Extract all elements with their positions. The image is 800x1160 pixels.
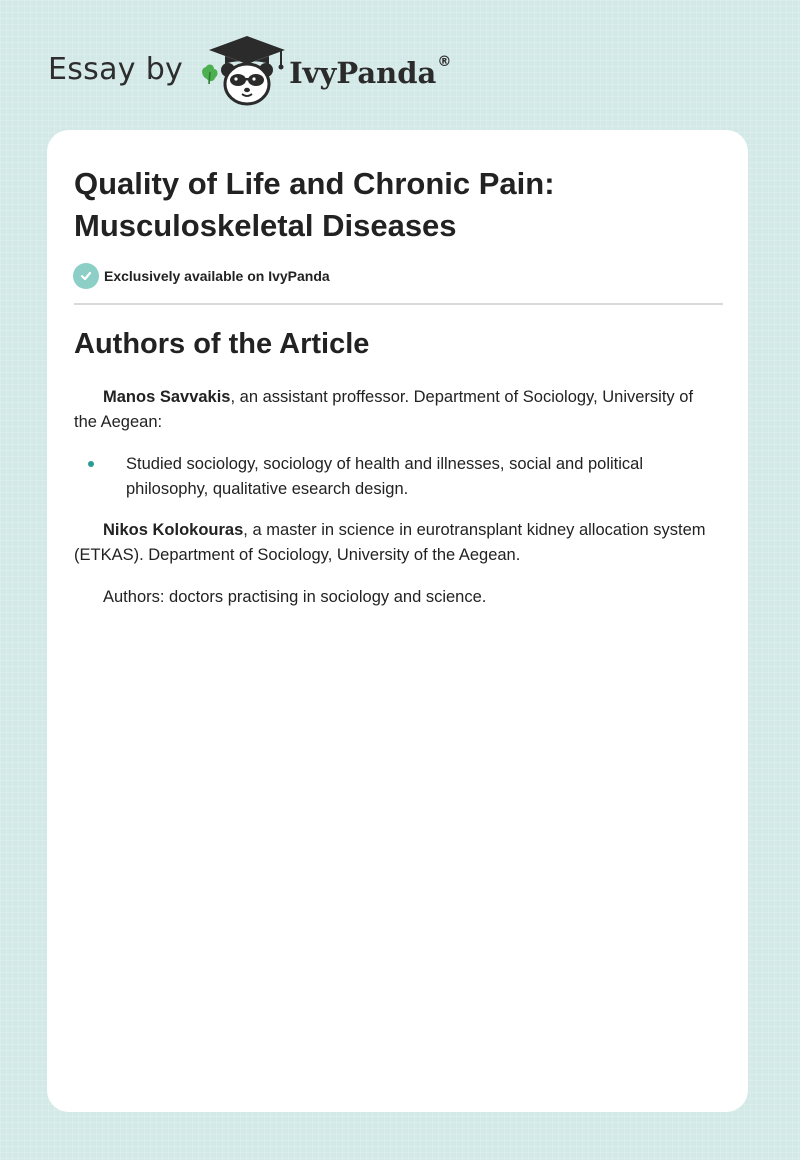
check-circle-icon — [73, 263, 99, 289]
site-header — [48, 34, 451, 110]
author-paragraph-2 — [74, 518, 714, 568]
title-divider — [74, 303, 723, 305]
author-paragraph-1 — [74, 385, 714, 435]
author-name-1: Manos Savvakis — [103, 388, 231, 406]
author-name-2: Nikos Kolokouras — [103, 521, 244, 539]
list-item — [74, 452, 714, 502]
bullet-dot-icon — [88, 461, 94, 467]
author-description-2: , a master in science in eurotransplant kidney allocation system (ETKAS). Department of Sociology, University of the Aegean. — [74, 521, 706, 564]
registered-mark: ® — [437, 54, 452, 70]
brand-name-text: IvyPanda — [289, 56, 437, 90]
exclusive-badge — [73, 263, 330, 289]
essay-title: Quality of Life and Chronic Pain: Musculoskeletal Diseases — [74, 166, 555, 243]
essay-card — [47, 130, 748, 1112]
brand-name[interactable] — [289, 56, 451, 90]
author-details-list — [74, 452, 714, 502]
essay-by-label: Essay by — [48, 51, 184, 87]
author-description-1: , an assistant proffessor. Department of Sociology, University of the Aegean: — [74, 388, 694, 431]
section-heading: Authors of the Article — [74, 328, 370, 360]
panda-graduate-logo-icon[interactable] — [197, 34, 289, 110]
list-item-text: Studied sociology, sociology of health and illnesses, social and political philosophy, qualitative esearch design. — [126, 455, 644, 498]
exclusive-label: Exclusively available on IvyPanda — [104, 268, 330, 284]
authors-summary-paragraph: Authors: doctors practising in sociology and science. — [103, 588, 487, 606]
